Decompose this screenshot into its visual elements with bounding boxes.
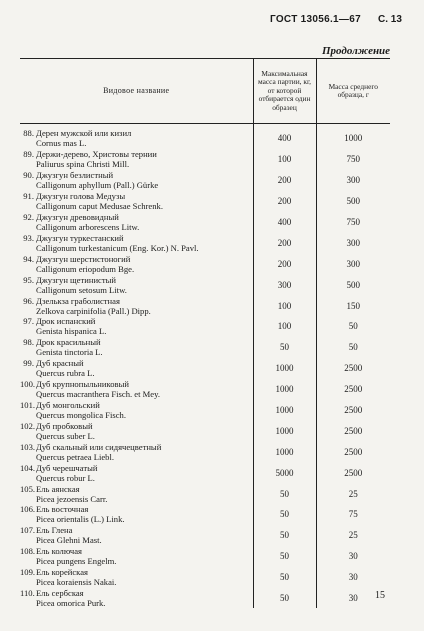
species-name-cell — [20, 232, 253, 253]
max-batch-cell: 400 — [253, 128, 316, 149]
table-row — [20, 462, 390, 483]
russian-name: Джузгун древовидный — [36, 212, 119, 222]
latin-name: Zelkova carpinifolia (Pall.) Dipp. — [36, 305, 151, 316]
latin-name: Quercus suber L. — [36, 430, 95, 441]
species-name-cell — [20, 358, 253, 379]
species-name-cell — [20, 441, 253, 462]
sample-mass-cell: 30 — [316, 546, 390, 567]
page-number: 15 — [375, 590, 385, 601]
latin-name: Quercus robur L. — [36, 472, 95, 483]
table-row — [20, 358, 390, 379]
species-name-cell — [20, 337, 253, 358]
species-name-cell — [20, 483, 253, 504]
russian-name: Ель восточная — [36, 504, 89, 515]
russian-name: Дуб крупнопыльниковый — [36, 379, 129, 390]
max-batch-cell: 400 — [253, 212, 316, 233]
table-row — [20, 379, 390, 400]
max-batch-cell: 5000 — [253, 462, 316, 483]
max-batch-cell: 100 — [253, 316, 316, 337]
row-number: 104. — [20, 462, 36, 473]
russian-name: Ель корейская — [36, 567, 88, 578]
table-row — [20, 420, 390, 441]
row-number: 109. — [20, 567, 36, 578]
russian-name: Джузгун шерстистоногий — [36, 253, 131, 264]
sample-mass-cell: 25 — [316, 483, 390, 504]
max-batch-cell: 1000 — [253, 358, 316, 379]
species-name-cell — [20, 316, 253, 337]
latin-name: Quercus petraea Liebl. — [36, 451, 115, 462]
latin-name: Picea Glehni Mast. — [36, 535, 102, 546]
table-header-row — [20, 59, 390, 124]
max-batch-cell: 300 — [253, 274, 316, 295]
latin-name: Paliurus spina Christi Mill. — [36, 159, 130, 170]
sample-mass-cell: 50 — [316, 337, 390, 358]
latin-name: Quercus macranthera Fisch. et Mey. — [36, 389, 161, 400]
sample-mass-cell: 2500 — [316, 420, 390, 441]
sample-mass-cell: 500 — [316, 274, 390, 295]
max-batch-cell: 1000 — [253, 379, 316, 400]
row-number: 105. — [20, 483, 36, 494]
latin-name: Calligonum turkestanicum (Eng. Kor.) N. Pavl. — [36, 242, 199, 253]
latin-name: Calligonum aphyllum (Pall.) Gürke — [36, 180, 159, 191]
species-name-cell — [20, 546, 253, 567]
max-batch-cell: 50 — [253, 567, 316, 588]
latin-name: Calligonum caput Medusae Schrenk. — [36, 201, 163, 212]
russian-name: Дрок испанский — [36, 316, 96, 327]
russian-name: Дуб монгольский — [36, 400, 100, 411]
sample-mass-cell: 30 — [316, 567, 390, 588]
table-row — [20, 400, 390, 421]
table-row — [20, 588, 390, 609]
sample-mass-cell: 300 — [316, 232, 390, 253]
russian-name: Дерен мужской или кизил — [36, 128, 132, 139]
species-name-cell — [20, 567, 253, 588]
table-row — [20, 441, 390, 462]
latin-name: Picea pungens Engelm. — [36, 556, 117, 567]
max-batch-cell: 1000 — [253, 441, 316, 462]
row-number: 95. — [23, 274, 34, 285]
max-batch-cell: 50 — [253, 546, 316, 567]
row-number: 101. — [20, 400, 36, 411]
russian-name: Джузгун безлистный — [36, 170, 114, 181]
species-name-cell — [20, 253, 253, 274]
max-batch-cell: 50 — [253, 504, 316, 525]
sample-mass-cell: 750 — [316, 212, 390, 233]
column-header-name: Видовое название — [20, 59, 253, 124]
row-number: 108. — [20, 546, 36, 557]
row-number: 88. — [23, 128, 34, 139]
russian-name: Ель аянская — [36, 483, 80, 494]
row-number: 107. — [20, 525, 36, 536]
latin-name: Cornus mas L. — [36, 138, 87, 149]
latin-name: Calligonum eriopodum Bge. — [36, 263, 135, 274]
sample-mass-cell: 1000 — [316, 128, 390, 149]
sample-mass-cell: 750 — [316, 149, 390, 170]
russian-name: Ель колючая — [36, 546, 82, 557]
species-name-cell — [20, 588, 253, 609]
table-row — [20, 149, 390, 170]
column-header-sample-mass: Масса среднего образца, г — [316, 59, 390, 124]
species-table — [20, 58, 390, 608]
table-row — [20, 295, 390, 316]
max-batch-cell: 1000 — [253, 420, 316, 441]
species-name-cell — [20, 420, 253, 441]
russian-name: Дуб пробковый — [36, 420, 93, 431]
row-number: 90. — [23, 170, 34, 181]
standard-code: ГОСТ 13056.1—67 — [270, 14, 361, 25]
row-number: 89. — [23, 149, 34, 160]
species-name-cell — [20, 400, 253, 421]
species-name-cell — [20, 295, 253, 316]
max-batch-cell: 200 — [253, 253, 316, 274]
latin-name: Quercus rubra L. — [36, 368, 95, 379]
table-row — [20, 504, 390, 525]
sample-mass-cell: 300 — [316, 253, 390, 274]
latin-name: Genista tinctoria L. — [36, 347, 103, 358]
sample-mass-cell: 300 — [316, 170, 390, 191]
russian-name: Ель Глена — [36, 525, 73, 536]
max-batch-cell: 50 — [253, 337, 316, 358]
row-number: 103. — [20, 441, 36, 452]
row-number: 100. — [20, 379, 36, 390]
russian-name: Джузгун голова Медузы — [36, 191, 126, 202]
table-row — [20, 567, 390, 588]
max-batch-cell: 50 — [253, 483, 316, 504]
table-row — [20, 170, 390, 191]
sample-mass-cell: 2500 — [316, 379, 390, 400]
max-batch-cell: 200 — [253, 191, 316, 212]
species-name-cell — [20, 170, 253, 191]
sample-mass-cell: 50 — [316, 316, 390, 337]
table-row — [20, 212, 390, 233]
row-number: 94. — [23, 253, 34, 264]
row-number: 99. — [23, 358, 34, 369]
column-header-max-batch: Максимальная масса партии, кг, от которой отбирается один образец — [253, 59, 316, 124]
row-number: 93. — [23, 232, 34, 243]
latin-name: Picea koraiensis Nakai. — [36, 577, 117, 588]
latin-name: Calligonum arborescens Litw. — [36, 222, 140, 232]
table-row — [20, 253, 390, 274]
russian-name: Дрок красильный — [36, 337, 101, 348]
table-row — [20, 525, 390, 546]
table-row — [20, 232, 390, 253]
species-name-cell — [20, 274, 253, 295]
table-row — [20, 191, 390, 212]
page-header — [0, 14, 424, 28]
russian-name: Дзелькза граболистная — [36, 295, 120, 306]
latin-name: Picea omorica Purk. — [36, 598, 106, 609]
row-number: 110. — [20, 588, 35, 599]
max-batch-cell: 100 — [253, 295, 316, 316]
russian-name: Дуб черешчатый — [36, 462, 98, 473]
max-batch-cell: 50 — [253, 525, 316, 546]
table-row — [20, 546, 390, 567]
row-number: 98. — [23, 337, 34, 348]
row-number: 92. — [23, 212, 34, 222]
sample-mass-cell: 25 — [316, 525, 390, 546]
continuation-label: Продолжение — [322, 45, 391, 57]
row-number: 96. — [23, 295, 34, 306]
sample-mass-cell: 150 — [316, 295, 390, 316]
max-batch-cell: 1000 — [253, 400, 316, 421]
table-row — [20, 483, 390, 504]
species-name-cell — [20, 462, 253, 483]
russian-name: Держи-дерево, Христовы тернии — [36, 149, 157, 160]
russian-name: Джузгун туркестанский — [36, 232, 124, 243]
species-name-cell — [20, 525, 253, 546]
max-batch-cell: 200 — [253, 170, 316, 191]
russian-name: Ель сербская — [36, 588, 84, 599]
sample-mass-cell: 75 — [316, 504, 390, 525]
russian-name: Дуб скальный или сидячецветный — [36, 441, 162, 452]
max-batch-cell: 100 — [253, 149, 316, 170]
sample-mass-cell: 2500 — [316, 462, 390, 483]
sample-mass-cell: 2500 — [316, 358, 390, 379]
russian-name: Джузгун щетинистый — [36, 274, 116, 285]
species-name-cell — [20, 128, 253, 149]
latin-name: Quercus mongolica Fisch. — [36, 410, 126, 421]
row-number: 106. — [20, 504, 36, 515]
latin-name: Picea jezoensis Carr. — [36, 493, 108, 504]
sample-mass-cell: 2500 — [316, 400, 390, 421]
table-row — [20, 274, 390, 295]
species-name-cell — [20, 504, 253, 525]
russian-name: Дуб красный — [36, 358, 84, 369]
sample-mass-cell: 30 — [316, 588, 390, 609]
max-batch-cell: 200 — [253, 232, 316, 253]
latin-name: Calligonum setosum Litw. — [36, 284, 127, 295]
species-name-cell — [20, 191, 253, 212]
row-number: 102. — [20, 420, 36, 431]
species-name-cell — [20, 212, 253, 233]
latin-name: Genista hispanica L. — [36, 326, 107, 337]
table-row — [20, 316, 390, 337]
table-row — [20, 337, 390, 358]
sample-mass-cell: 2500 — [316, 441, 390, 462]
row-number: 91. — [23, 191, 34, 202]
max-batch-cell: 50 — [253, 588, 316, 609]
row-number: 97. — [23, 316, 34, 327]
latin-name: Picea orientalis (L.) Link. — [36, 514, 125, 525]
sample-mass-cell: 500 — [316, 191, 390, 212]
species-name-cell — [20, 149, 253, 170]
page-label: С. 13 — [378, 14, 402, 25]
species-name-cell — [20, 379, 253, 400]
table-row — [20, 128, 390, 149]
